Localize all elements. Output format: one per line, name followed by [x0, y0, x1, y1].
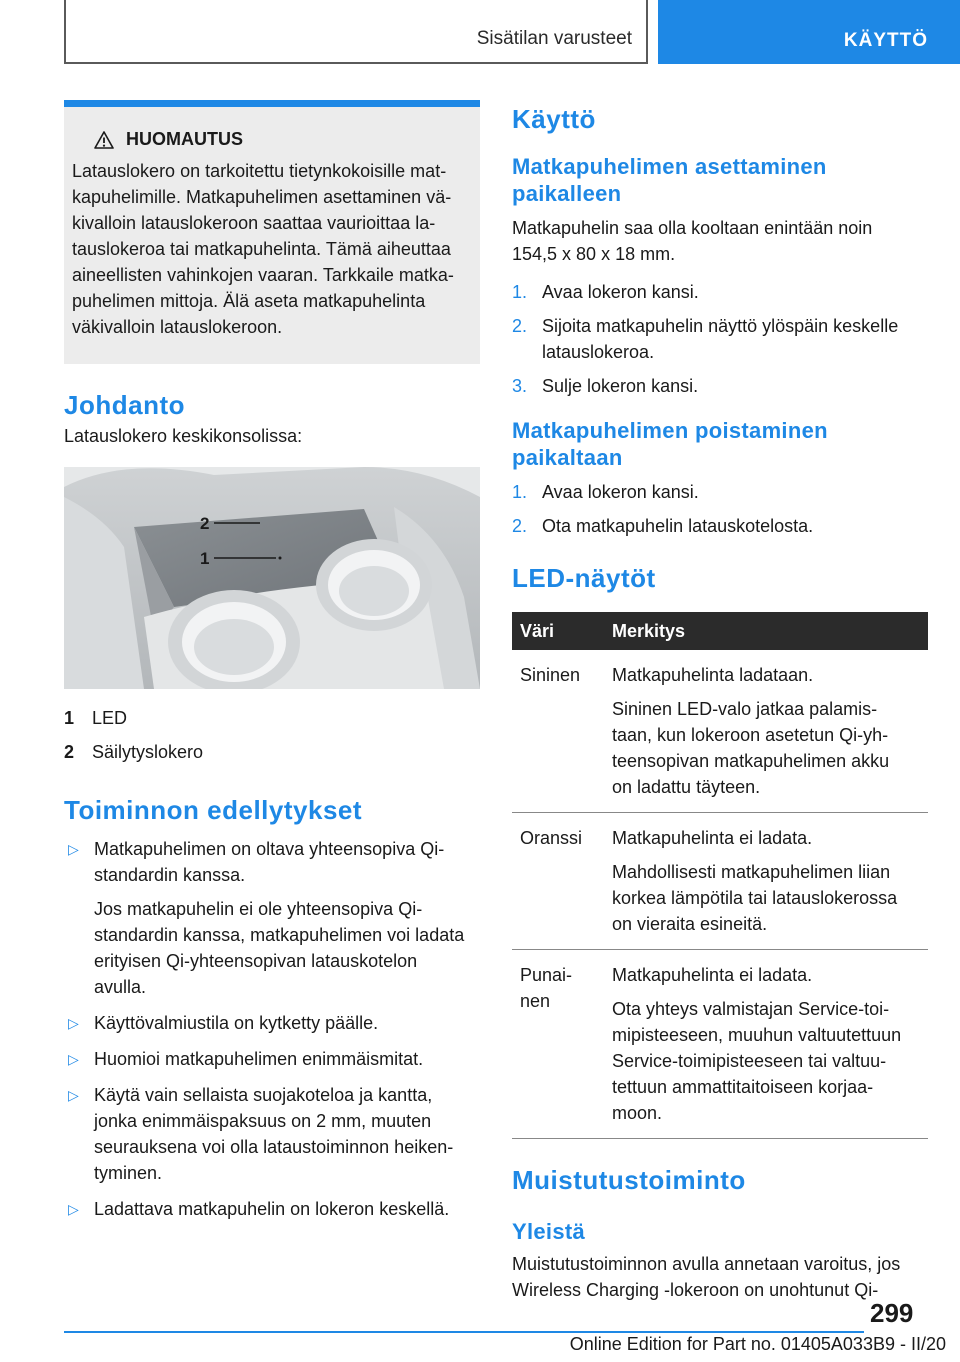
list-item: ▷ Käyttövalmiustila on kytketty päälle. [64, 1010, 480, 1036]
triangle-bullet-icon: ▷ [68, 1015, 79, 1031]
memory-text: Muistutustoiminnon avulla annetaan varoitus, jos Wireless Charging -lokeroon on unohtunut Qi- [512, 1254, 901, 1300]
footer-divider [64, 1331, 864, 1333]
step-item: 1. Avaa lokeron kansi. [512, 282, 699, 302]
memory-heading: Muistutustoiminto [512, 1165, 746, 1195]
triangle-bullet-icon: ▷ [68, 1087, 79, 1103]
usage-heading: Käyttö [512, 104, 596, 134]
chapter-tab [658, 0, 960, 64]
triangle-bullet-icon: ▷ [68, 1201, 79, 1217]
table-row [512, 650, 928, 813]
legend-item: 2 Säilytyslokero [64, 742, 204, 762]
notice-label: HUOMAUTUS [126, 129, 243, 149]
triangle-bullet-icon: ▷ [68, 841, 79, 857]
list-item: ▷ Käytä vain sellaista suojakoteloa ja kantta, jonka enimmäispaksuus on 2 mm, muuten seurauksena voi olla lataustoiminnon heiken- tyminen. [64, 1082, 480, 1186]
page-number: 299 [870, 1298, 914, 1328]
figure-label-1: 1 [200, 549, 210, 568]
led-meaning-cell: Matkapuhelinta ei ladata. Mahdollisesti matkapuhelimen liian korkea lämpötila tai latauslokerossa on vieraita esineitä. [604, 813, 928, 950]
step-item: 1. Avaa lokeron kansi. [512, 482, 699, 502]
table-header-row [512, 612, 928, 650]
memory-subheading: Yleistä [512, 1219, 586, 1244]
led-heading: LED-näytöt [512, 563, 656, 593]
section-title: Sisätilan varusteet [476, 28, 632, 49]
requirements-list [64, 836, 480, 1222]
right-column [512, 100, 928, 1303]
placing-heading: Matkapuhelimen asettaminen paikalleen [512, 154, 827, 206]
led-meaning-cell: Matkapuhelinta ei ladata. Ota yhteys valmistajan Service-toi- mipisteeseen, muuhun valtuutettuun Service-toimipisteeseen tai valtuu- tettuun ammattitaitoiseen korjaa- moon. [604, 950, 928, 1139]
step-item: 2. Ota matkapuhelin latauskotelosta. [512, 516, 814, 536]
notice-title [94, 129, 472, 150]
notice-text: Latauslokero on tarkoitettu tietynkokoisille mat- kapuhelimille. Matkapuhelimen asettaminen vä- kivalloin latauslokeroon saattaa vaurioittaa la- tauslokeroa tai matkapuhelinta. Tämä aiheuttaa aineellisten vahinkojen vaaran. Tarkkaile matka- puhelimen mittoja. Älä aseta matkapuhelinta väkivalloin latauslokeroon. [72, 161, 454, 337]
triangle-bullet-icon: ▷ [68, 1051, 79, 1067]
led-color-cell: Sininen [512, 650, 604, 813]
warning-triangle-icon [94, 131, 114, 149]
intro-text: Latauslokero keskikonsolissa: [64, 426, 303, 446]
removing-heading: Matkapuhelimen poistaminen paikaltaan [512, 418, 828, 470]
led-color-cell: Oranssi [512, 813, 604, 950]
step-item: 3. Sulje lokeron kansi. [512, 376, 699, 396]
console-figure [64, 467, 480, 689]
chapter-title: KÄYTTÖ [843, 30, 928, 51]
legend-item: 1 LED [64, 708, 128, 728]
table-row [512, 950, 928, 1139]
placing-text: Matkapuhelin saa olla kooltaan enintään noin 154,5 x 80 x 18 mm. [512, 218, 873, 264]
placing-steps [512, 279, 928, 399]
led-table [512, 612, 928, 1139]
step-item: 2. Sijoita matkapuhelin näyttö ylöspäin keskelle latauslokeroa. [512, 316, 899, 362]
footer-edition: Online Edition for Part no. 01405A033B9 - II/20 [569, 1334, 946, 1354]
requirements-heading: Toiminnon edellytykset [64, 795, 363, 825]
warning-notice [64, 100, 480, 364]
led-color-cell: Punai- nen [512, 950, 604, 1139]
list-item: ▷ Huomioi matkapuhelimen enimmäismitat. [64, 1046, 480, 1072]
section-tab [64, 0, 648, 64]
led-meaning-cell: Matkapuhelinta ladataan. Sininen LED-valo jatkaa palamis- taan, kun lokeroon asetetun Qi-yh- teensopivan matkapuhelimen akku on ladattu täyteen. [604, 650, 928, 813]
figure-label-2: 2 [200, 514, 210, 533]
removing-steps [512, 479, 928, 539]
table-row [512, 813, 928, 950]
figure-legend [64, 701, 480, 769]
column-header-color: Väri [512, 612, 604, 650]
intro-heading: Johdanto [64, 390, 185, 420]
list-item: ▷ Matkapuhelimen on oltava yhteensopiva Qi- standardin kanssa. Jos matkapuhelin ei ole yhteensopiva Qi- standardin kanssa, matkapuhelimen voi ladata erityisen Qi-yhteensopivan latauskotelon avulla. [64, 836, 480, 1000]
list-item: ▷ Ladattava matkapuhelin on lokeron keskellä. [64, 1196, 480, 1222]
charging-tray-illustration [64, 467, 480, 689]
column-header-meaning: Merkitys [604, 612, 928, 650]
left-column [64, 100, 480, 1232]
